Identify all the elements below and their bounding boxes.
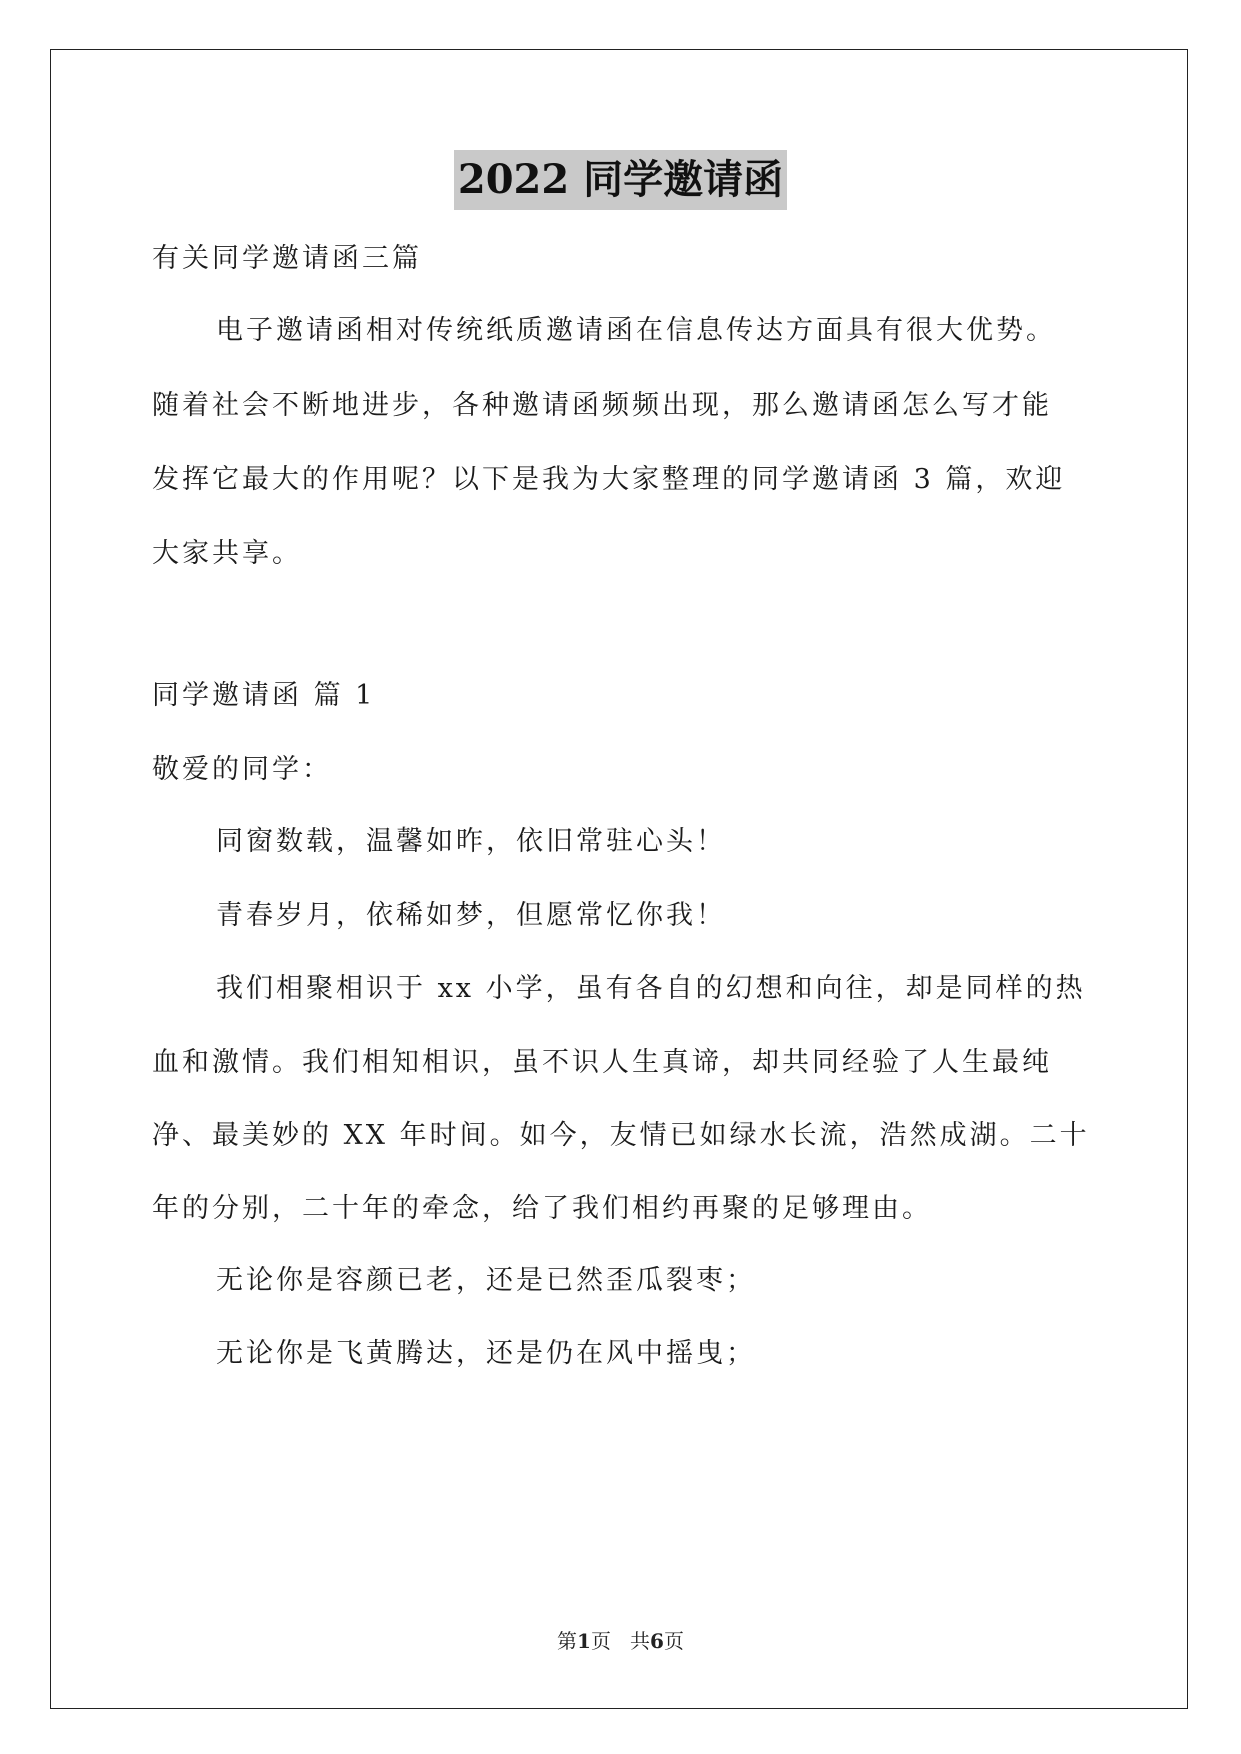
intro-line-2: 随着社会不断地进步，各种邀请函频频出现，那么邀请函怎么写才能 (152, 390, 1052, 421)
footer-prefix: 第 (557, 1629, 578, 1653)
paragraph-1: 同窗数载，温馨如昨，依旧常驻心头！ (216, 826, 726, 857)
section-heading: 同学邀请函 篇 1 (152, 680, 376, 711)
salutation: 敬爱的同学： (152, 754, 332, 785)
paragraph-4: 无论你是容颜已老，还是已然歪瓜裂枣； (216, 1265, 756, 1296)
footer-total-suffix: 页 (663, 1629, 684, 1653)
document-subtitle: 有关同学邀请函三篇 (152, 243, 422, 274)
paragraph-2: 青春岁月，依稀如梦，但愿常忆你我！ (216, 900, 726, 931)
title-wrap (0, 150, 1241, 210)
intro-line-3: 发挥它最大的作用呢？以下是我为大家整理的同学邀请函 3 篇，欢迎 (152, 464, 1066, 495)
document-title: 2022 同学邀请函 (454, 150, 787, 210)
intro-line-4: 大家共享。 (152, 538, 302, 569)
paragraph-3-line-1: 我们相聚相识于 xx 小学，虽有各自的幻想和向往，却是同样的热 (216, 973, 1086, 1004)
paragraph-3-line-3: 净、最美妙的 XX 年时间。如今，友情已如绿水长流，浩然成湖。二十 (152, 1120, 1090, 1151)
footer-total-prefix: 共 (630, 1629, 651, 1653)
intro-line-1: 电子邀请函相对传统纸质邀请函在信息传达方面具有很大优势。 (216, 315, 1056, 346)
paragraph-3-line-2: 血和激情。我们相知相识，虽不识人生真谛，却共同经验了人生最纯 (152, 1047, 1052, 1078)
footer-total-pages: 6 (650, 1629, 664, 1653)
page-footer (0, 1625, 1241, 1654)
paragraph-3-line-4: 年的分别，二十年的牵念，给了我们相约再聚的足够理由。 (152, 1193, 932, 1224)
footer-page-suffix: 页 (590, 1629, 611, 1653)
footer-page-number: 1 (577, 1629, 591, 1653)
paragraph-5: 无论你是飞黄腾达，还是仍在风中摇曳； (216, 1338, 756, 1369)
